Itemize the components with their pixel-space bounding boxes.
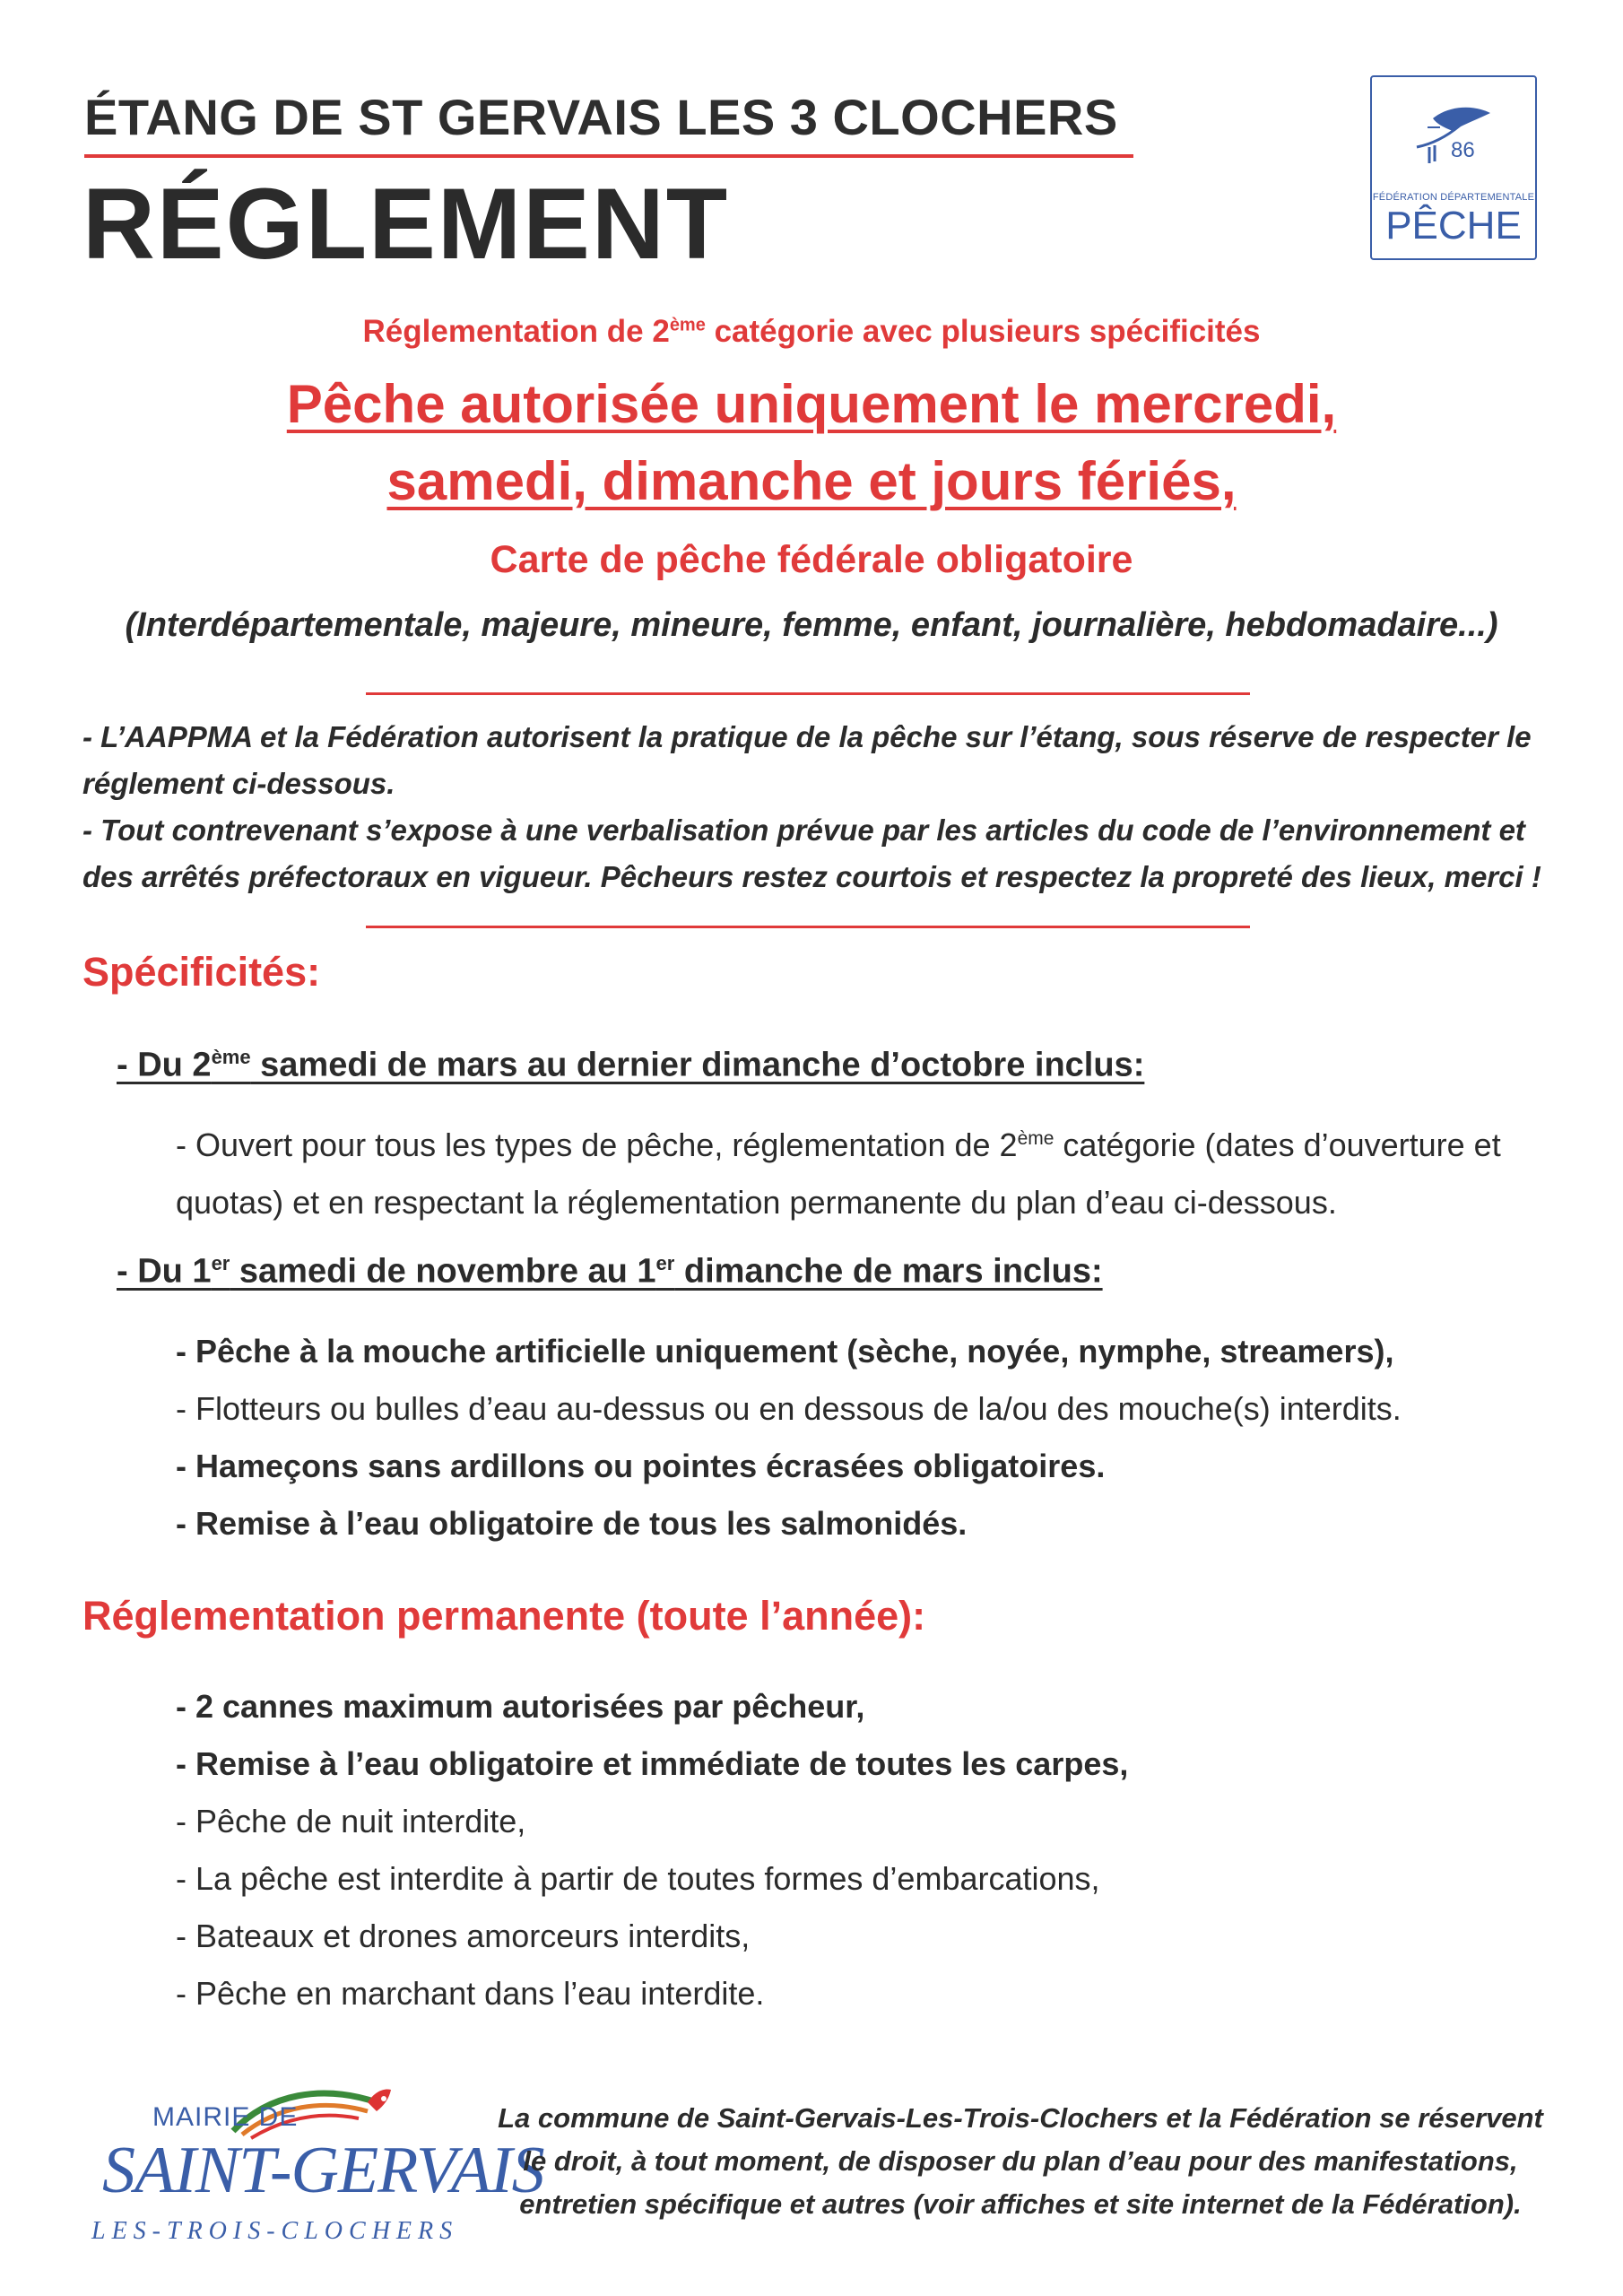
logo-main: PÊCHE (1385, 204, 1522, 248)
category-line: Réglementation de 2ème catégorie avec plusieurs spécificités (362, 314, 1261, 349)
separator (366, 692, 1250, 695)
notice-paragraph-1: - L’AAPPMA et la Fédération autorisent la pratique de la pêche sur l’étang, sous réserve de respecter le réglement ci-dessous. (82, 720, 1532, 800)
period-1-text: - Ouvert pour tous les types de pêche, réglementation de 2ème catégorie (dates d’ouverture et quotas) et en respectant la réglementation permanente du plan d’eau ci-dessous. (176, 1126, 1501, 1221)
list-item: - Remise à l’eau obligatoire de tous les salmonidés. (176, 1505, 968, 1542)
page-title: RÉGLEMENT (82, 168, 730, 280)
list-item: - Pêche à la mouche artificielle uniquement (sèche, noyée, nymphe, streamers), (176, 1333, 1394, 1370)
federation-logo (1370, 75, 1537, 260)
period-heading-2: - Du 1er samedi de novembre au 1er dimanche de mars inclus: (117, 1252, 1103, 1291)
section-heading-specificites: Spécificités: (82, 949, 321, 995)
mairie-line-1: MAIRIE DE (152, 2102, 299, 2132)
footer-note: La commune de Saint-Gervais-Les-Trois-Clochers et la Fédération se réservent le droit, à tout moment, de disposer du plan d’eau pour des manifestations, entretien spécifique et autres (voir affiches et site internet de la Fédération). (498, 2102, 1543, 2220)
mairie-line-2: SAINT-GERVAIS (102, 2134, 544, 2207)
list-item: - Pêche de nuit interdite, (176, 1803, 526, 1839)
fishing-card-types: (Interdépartementale, majeure, mineure, femme, enfant, journalière, hebdomadaire...) (125, 606, 1498, 644)
mairie-logo (90, 2075, 544, 2255)
list-item: - Bateaux et drones amorceurs interdits, (176, 1918, 751, 1954)
list-item: - Pêche en marchant dans l’eau interdite. (176, 1975, 765, 2012)
section-heading-permanente: Réglementation permanente (toute l’année): (82, 1593, 926, 1639)
logo-number: 86 (1451, 138, 1475, 162)
logo-subtitle: FÉDÉRATION DÉPARTEMENTALE (1372, 192, 1535, 203)
headline-line-2: samedi, dimanche et jours fériés, (386, 451, 1237, 511)
headline-line-1: Pêche autorisée uniquement le mercredi, (286, 374, 1337, 434)
title-underline (84, 154, 1133, 158)
notice-paragraph-2: - Tout contrevenant s’expose à une verbalisation prévue par les articles du code de l’environnement et des arrêtés préfectoraux en vigueur. Pêcheurs restez courtois et respectez la propreté des lieux, merci ! (82, 813, 1541, 893)
list-item: - Hameçons sans ardillons ou pointes écrasées obligatoires. (176, 1448, 1106, 1484)
separator (366, 926, 1250, 928)
fishing-card-notice: Carte de pêche fédérale obligatoire (490, 538, 1133, 581)
list-item: - 2 cannes maximum autorisées par pêcheur, (176, 1688, 865, 1725)
page-subtitle: ÉTANG DE ST GERVAIS LES 3 CLOCHERS (84, 89, 1118, 145)
list-item: - La pêche est interdite à partir de toutes formes d’embarcations, (176, 1860, 1100, 1897)
mairie-line-3: LES-TROIS-CLOCHERS (91, 2217, 459, 2245)
list-item: - Remise à l’eau obligatoire et immédiate de toutes les carpes, (176, 1745, 1129, 1782)
list-item: - Flotteurs ou bulles d’eau au-dessus ou en dessous de la/ou des mouche(s) interdits. (176, 1390, 1402, 1427)
period-heading-1: - Du 2ème samedi de mars au dernier dimanche d’octobre inclus: (117, 1046, 1145, 1084)
